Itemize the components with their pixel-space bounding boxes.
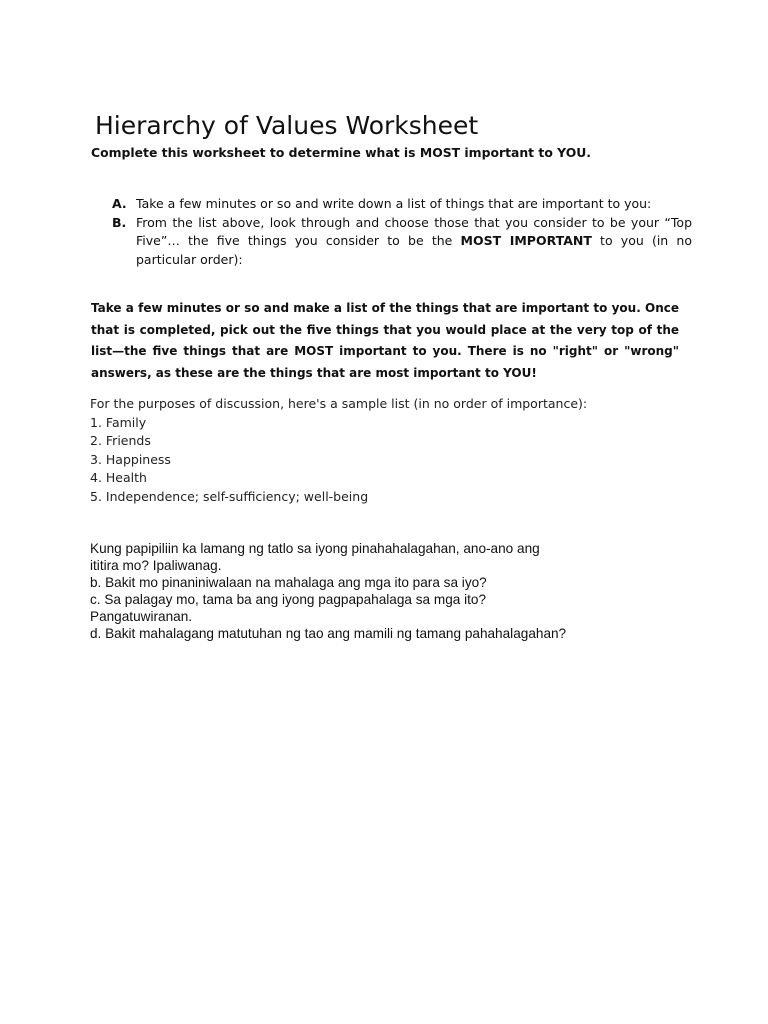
list-item: 1. Family — [90, 414, 147, 430]
sample-intro: For the purposes of discussion, here's a sample list (in no order of importance): — [90, 396, 588, 411]
question-line: Pangatuwiranan. — [90, 609, 193, 624]
question-line: d. Bakit mahalagang matutuhan ng tao ang mamili ng tamang pahahalagahan? — [90, 626, 567, 641]
step-a — [112, 195, 692, 214]
step-text-part: to you (in no particular order): — [136, 233, 692, 267]
list-item: 5. Independence; self-sufficiency; well-being — [90, 488, 369, 504]
list-item: 3. Happiness — [90, 451, 171, 467]
step-text — [136, 214, 692, 270]
instructions-paragraph: Take a few minutes or so and make a list of the things that are important to you. Once that is completed, pick out the five things that you would place at the very top of the list—the five things that are MOST important to you. There is no "right" or "wrong" answers, as these are the things that are most important to YOU! — [91, 301, 679, 380]
question-line: Kung papipiliin ka lamang ng tatlo sa iyong pinahahalagahan, ano-ano ang — [90, 541, 540, 556]
list-item: 2. Friends — [90, 433, 151, 448]
worksheet-instructions: Complete this worksheet to determine what is MOST important to YOU. — [91, 145, 591, 160]
questions-block — [90, 540, 690, 642]
sample-list — [90, 395, 690, 506]
step-letter: A. — [112, 196, 127, 211]
step-text: Take a few minutes or so and write down a list of things that are important to you: — [136, 196, 652, 211]
step-text-part: From the list above, look through and choose those that you consider to be your “Top Five”… the five things you consider to be the — [136, 214, 692, 248]
list-item: 4. Health — [90, 470, 147, 485]
step-letter: B. — [112, 214, 127, 230]
step-b — [112, 214, 692, 270]
page-title: Hierarchy of Values Worksheet — [95, 111, 479, 140]
question-line: b. Bakit mo pinaniniwalaan na mahalaga ang mga ito para sa iyo? — [90, 575, 487, 590]
step-text-emphasis: MOST IMPORTANT — [460, 233, 592, 248]
question-line: c. Sa palagay mo, tama ba ang iyong pagpapahalaga sa mga ito? — [90, 592, 487, 607]
steps-list — [112, 195, 692, 269]
question-line: ititira mo? Ipaliwanag. — [90, 558, 222, 573]
